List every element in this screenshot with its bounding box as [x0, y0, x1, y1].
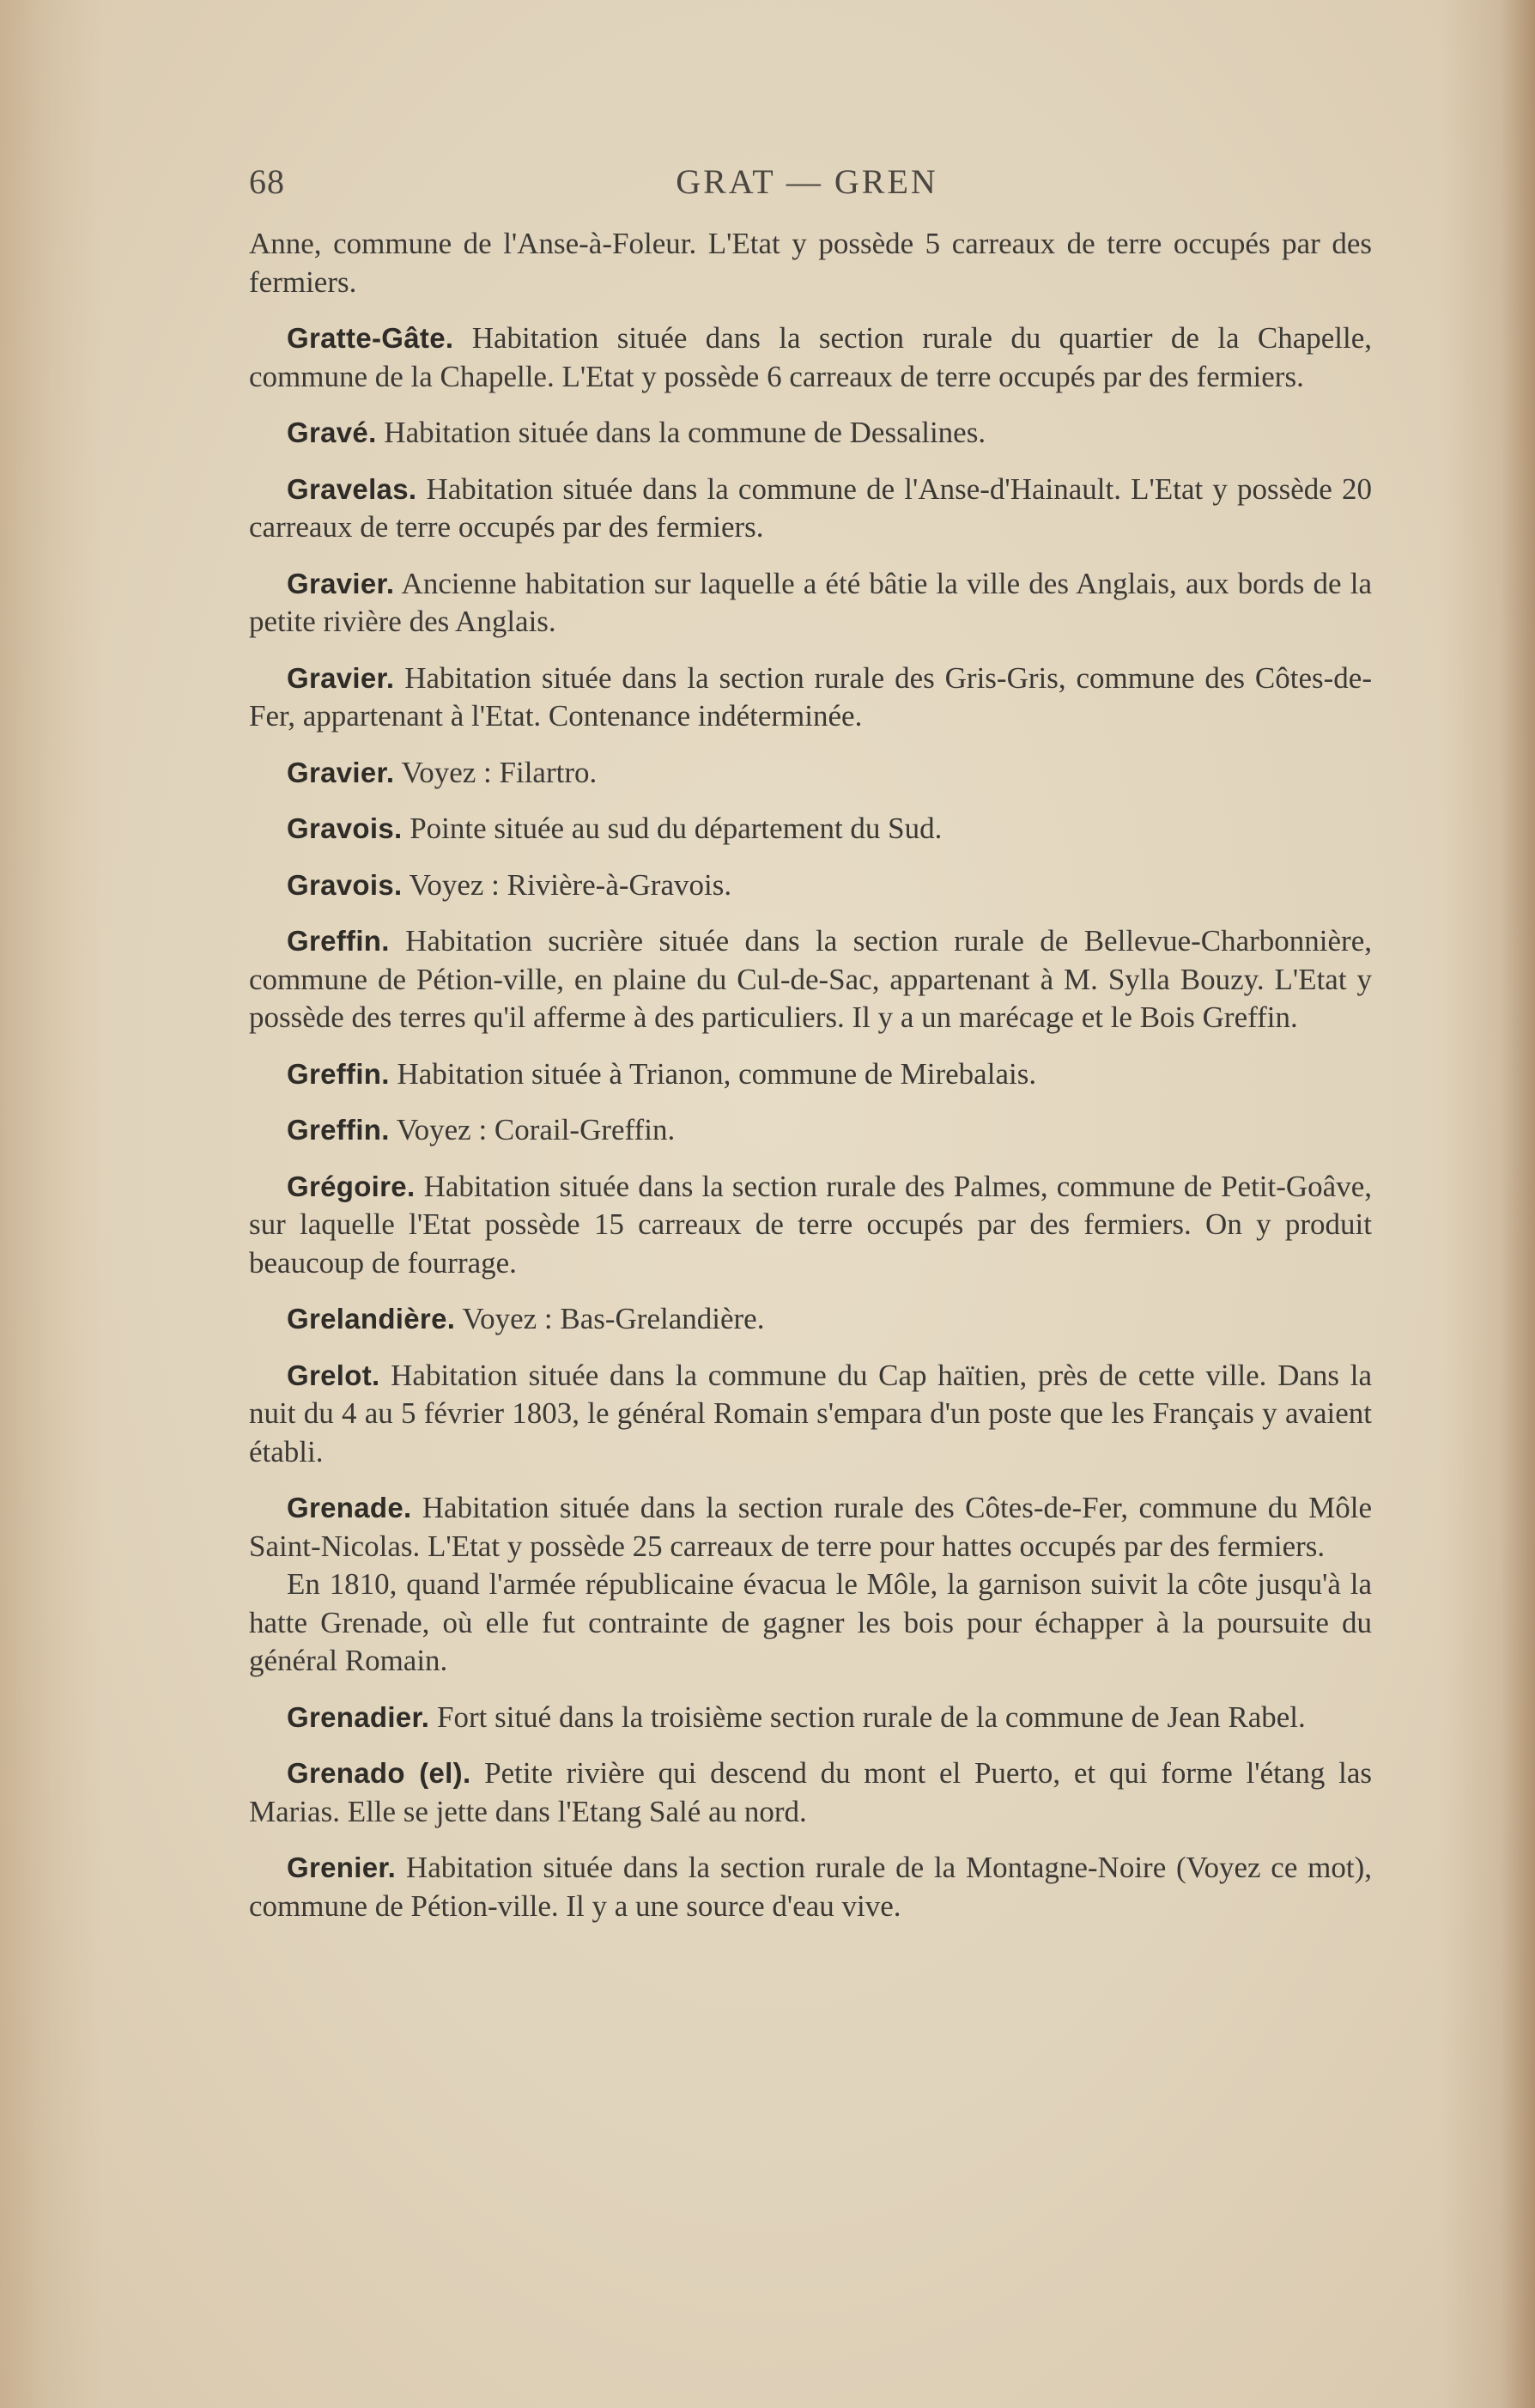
entry-gravois-2 [249, 867, 1372, 905]
entry-term: Gratte-Gâte. [287, 322, 454, 354]
entry-text: Habitation située dans la section rurale des Côtes-de-Fer, commune du Môle Saint-Nicolas. L'Etat y possède 25 carreaux de terre pour hattes occupés par des fermiers. [249, 1491, 1372, 1563]
entry-gratte-gate [249, 319, 1372, 396]
entry-continuation [249, 225, 1372, 301]
entry-grenier [249, 1849, 1372, 1925]
entry-term: Grelandière. [287, 1303, 456, 1335]
entry-text: Voyez : Filartro. [401, 755, 598, 789]
entry-text: Petite rivière qui descend du mont el Puerto, et qui forme l'étang las Marias. Elle se jette dans l'Etang Salé au nord. [249, 1756, 1373, 1828]
entry-grenade [249, 1489, 1372, 1681]
entry-text: Voyez : Rivière-à-Gravois. [409, 867, 732, 902]
entry-term: Greffin. [287, 925, 390, 957]
running-head: GRAT — GREN [676, 162, 938, 201]
entry-extra-paragraph: En 1810, quand l'armée républicaine évacua le Môle, la garnison suivit la côte jusqu'à la hatte Grenade, où elle fut contrainte de gagner les bois pour échapper à la poursuite du général Romain. [249, 1567, 1372, 1677]
entry-text: Habitation située dans la commune du Cap haïtien, près de cette ville. Dans la nuit du 4 au 5 février 1803, le général Romain s'empara d'un poste que les Français y avaient établi. [249, 1358, 1372, 1469]
entry-term: Grégoire. [287, 1170, 416, 1202]
entry-term: Gravier. [287, 756, 395, 788]
entry-text: Habitation sucrière située dans la section rurale de Bellevue-Charbonnière, commune de Pétion-ville, en plaine du Cul-de-Sac, appartenant à M. Sylla Bouzy. L'Etat y possède des terres qu'il afferme à des particuliers. Il y a un marécage et le Bois Greffin. [249, 924, 1372, 1034]
entry-term: Gravelas. [287, 472, 417, 505]
entry-text: Habitation située dans la section rurale de la Montagne-Noire (Voyez ce mot), commune de Pétion-ville. Il y a une source d'eau vive. [249, 1851, 1372, 1923]
entry-grelandiere [249, 1300, 1372, 1339]
entry-term: Grenado (el). [287, 1757, 471, 1789]
entry-greffin-1 [249, 922, 1372, 1037]
entry-term: Greffin. [287, 1114, 390, 1146]
entry-term: Gravier. [287, 661, 395, 694]
entry-text: Habitation située à Trianon, commune de Mirebalais. [397, 1056, 1037, 1091]
entry-grave [249, 414, 1372, 453]
entry-term: Grelot. [287, 1359, 380, 1391]
dictionary-body [249, 225, 1372, 1943]
entry-gravier-2 [249, 660, 1372, 736]
entry-text: Habitation située dans la section rurale du quartier de la Chapelle, commune de la Chapelle. L'Etat y possède 6 carreaux de terre occupés par des fermiers. [249, 321, 1373, 393]
entry-gregoire [249, 1168, 1372, 1283]
entry-gravier-3 [249, 754, 1372, 793]
entry-greffin-2 [249, 1055, 1372, 1094]
entry-grenadier [249, 1699, 1372, 1737]
entry-term: Gravois. [287, 812, 403, 844]
entry-greffin-3 [249, 1111, 1372, 1150]
entry-text: Habitation située dans la section rurale des Palmes, commune de Petit-Goâve, sur laquelle l'Etat possède 15 carreaux de terre occupés par des fermiers. On y produit beaucoup de fourrage. [249, 1169, 1372, 1280]
entry-text: Habitation située dans la commune de l'Anse-d'Hainault. L'Etat y possède 20 carreaux de terre occupés par des fermiers. [249, 471, 1373, 544]
entry-text: Pointe située au sud du département du Sud. [410, 812, 943, 845]
entry-grelot [249, 1357, 1372, 1472]
entry-text: Voyez : Corail-Greffin. [396, 1113, 676, 1146]
entry-text: Anne, commune de l'Anse-à-Foleur. L'Etat y possède 5 carreaux de terre occupés par des fermiers. [249, 227, 1372, 299]
page-header [249, 161, 1365, 204]
entry-text: Ancienne habitation sur laquelle a été bâtie la ville des Anglais, aux bords de la petite rivière des Anglais. [249, 566, 1372, 638]
entry-term: Grenade. [287, 1492, 412, 1523]
entry-term: Grenier. [287, 1852, 397, 1883]
entry-gravois-1 [249, 810, 1372, 848]
entry-term: Gravier. [287, 567, 395, 599]
entry-term: Gravé. [287, 417, 377, 448]
entry-text: Fort situé dans la troisième section rurale de la commune de Jean Rabel. [437, 1700, 1306, 1734]
page-number: 68 [249, 162, 285, 201]
entry-gravier-1 [249, 565, 1372, 642]
entry-gravelas [249, 471, 1372, 547]
entry-term: Greffin. [287, 1057, 390, 1090]
entry-term: Gravois. [287, 868, 403, 901]
entry-term: Grenadier. [287, 1700, 430, 1733]
entry-text: Habitation située dans la section rurale des Gris-Gris, commune des Côtes-de-Fer, appartenant à l'Etat. Contenance indéterminée. [249, 660, 1373, 733]
entry-grenado [249, 1754, 1372, 1831]
entry-text: Voyez : Bas-Grelandière. [462, 1302, 765, 1335]
entry-text: Habitation située dans la commune de Dessalines. [384, 416, 986, 449]
